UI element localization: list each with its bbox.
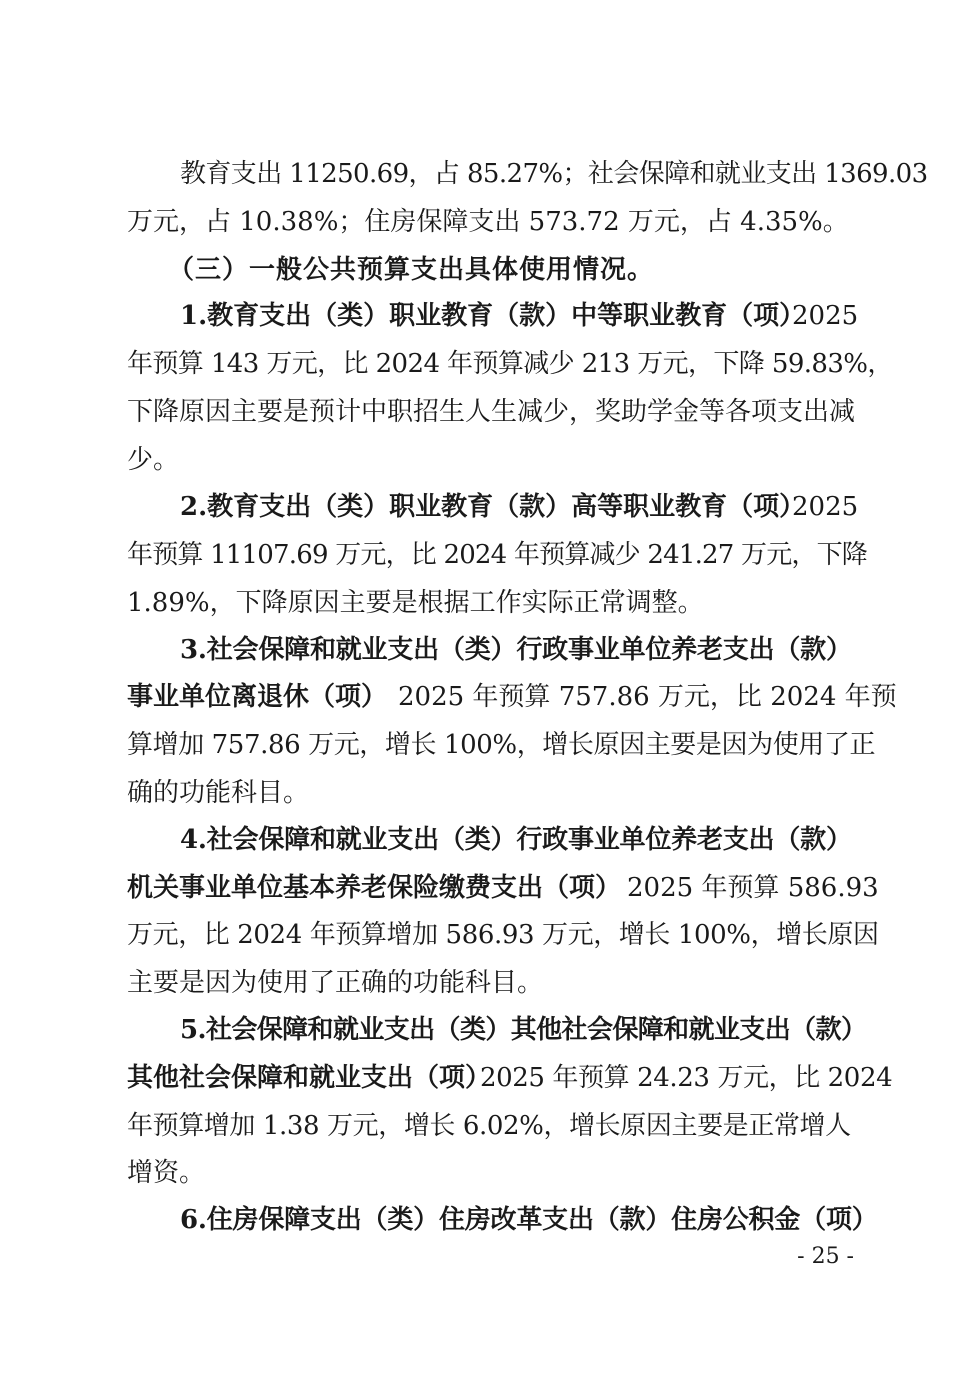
item-heading-text: 5.社会保障和就业支出（类）其他社会保障和就业支出（款）	[180, 1015, 867, 1045]
page-number: - 25 -	[797, 1244, 854, 1269]
item-heading-text: 2.教育支出（类）职业教育（款）高等职业教育（项）	[180, 492, 806, 522]
text-run: 主要是因为使用了正确的功能科目。	[127, 968, 544, 998]
text-run: 增资。	[127, 1158, 206, 1188]
text-run: 下降原因主要是预计中职招生人生减少，奖助学金等各项支出减	[127, 397, 856, 427]
item-heading-text: 其他社会保障和就业支出（项）	[127, 1063, 492, 1093]
text-run: 1.89%，下降原因主要是根据工作实际正常调整。	[127, 588, 704, 618]
item-heading-text: 机关事业单位基本养老保险缴费支出（项）	[127, 873, 622, 903]
item-heading-text: 4.社会保障和就业支出（类）行政事业单位养老支出（款）	[180, 825, 852, 855]
text-run: 确的功能科目。	[127, 778, 310, 808]
text-run: 少。	[127, 445, 180, 475]
text-run: 年预算增加 1.38 万元，增长 6.02%，增长原因主要是正常增人	[127, 1111, 851, 1141]
text-run: 算增加 757.86 万元，增长 100%，增长原因主要是因为使用了正	[127, 730, 876, 760]
item-heading-text: 1.教育支出（类）职业教育（款）中等职业教育（项）	[180, 301, 806, 331]
item-heading-text: 6.住房保障支出（类）住房改革支出（款）住房公积金（项）	[180, 1205, 878, 1235]
text-run: 教育支出 11250.69，占 85.27%；社会保障和就业支出 1369.03	[180, 159, 928, 189]
text-run: 2025 年预算 586.93	[627, 873, 879, 903]
text-run: 2025 年预算 24.23 万元，比 2024	[480, 1063, 893, 1093]
text-run: 万元，比 2024 年预算增加 586.93 万元，增长 100%，增长原因	[127, 920, 879, 950]
text-run: 2025 年预算 757.86 万元，比 2024 年预	[398, 682, 897, 712]
text-run: 万元，占 10.38%；住房保障支出 573.72 万元，占 4.35%。	[127, 207, 849, 237]
text-run: 年预算 11107.69 万元，比 2024 年预算减少 241.27 万元，下降	[127, 540, 867, 570]
text-run: 2025	[792, 492, 859, 522]
item-heading-text: 事业单位离退休（项）	[127, 682, 388, 712]
text-run: 年预算 143 万元，比 2024 年预算减少 213 万元，下降 59.83%，	[127, 349, 893, 379]
item-heading-text: 3.社会保障和就业支出（类）行政事业单位养老支出（款）	[180, 635, 852, 665]
text-run: 2025	[792, 301, 859, 331]
section-heading-text: （三）一般公共预算支出具体使用情况。	[168, 255, 655, 285]
